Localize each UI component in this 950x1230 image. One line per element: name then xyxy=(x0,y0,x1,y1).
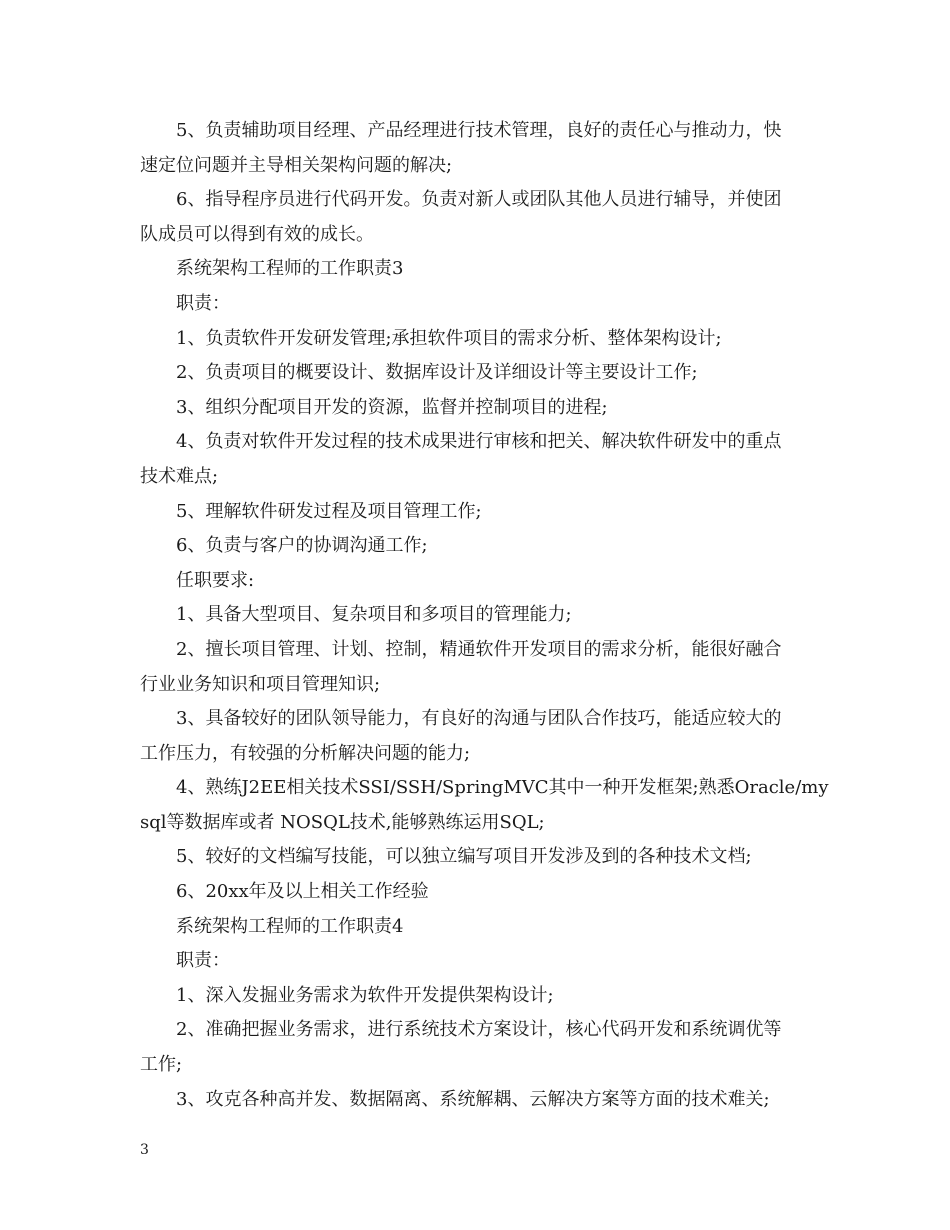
paragraph-line: 2、负责项目的概要设计、数据库设计及详细设计等主要设计工作; xyxy=(176,362,698,384)
paragraph-line: 3、具备较好的团队领导能力，有良好的沟通与团队合作技巧，能适应较大的 xyxy=(176,708,782,730)
paragraph-line: 6、负责与客户的协调沟通工作; xyxy=(176,535,428,557)
paragraph-line: 5、较好的文档编写技能，可以独立编写项目开发涉及到的各种技术文档; xyxy=(176,846,752,868)
paragraph-line: 行业业务知识和项目管理知识; xyxy=(140,673,381,695)
paragraph-line: 5、负责辅助项目经理、产品经理进行技术管理，良好的责任心与推动力，快 xyxy=(176,120,782,141)
subheading-requirements: 任职要求: xyxy=(176,569,255,591)
paragraph-line: 技术难点; xyxy=(140,465,219,487)
page-number: 3 xyxy=(140,1142,149,1158)
paragraph-line: 6、20xx年及以上相关工作经验 xyxy=(176,881,429,903)
paragraph-line: 5、理解软件研发过程及项目管理工作; xyxy=(176,500,482,522)
paragraph-line: 3、组织分配项目开发的资源，监督并控制项目的进程; xyxy=(176,396,608,418)
paragraph-line: sql等数据库或者 NOSQL技术,能够熟练运用SQL; xyxy=(140,811,545,833)
paragraph-line: 6、指导程序员进行代码开发。负责对新人或团队其他人员进行辅导，并使团 xyxy=(176,189,782,211)
section-heading: 系统架构工程师的工作职责3 xyxy=(176,258,404,280)
paragraph-line: 队成员可以得到有效的成长。 xyxy=(140,223,374,245)
paragraph-line: 4、负责对软件开发过程的技术成果进行审核和把关、解决软件研发中的重点 xyxy=(176,431,782,453)
paragraph-line: 4、熟练J2EE相关技术SSI/SSH/SpringMVC其中一种开发框架;熟悉Oracle/my xyxy=(176,777,829,799)
paragraph-line: 1、深入发掘业务需求为软件开发提供架构设计; xyxy=(176,984,554,1006)
section-heading: 系统架构工程师的工作职责4 xyxy=(176,915,404,937)
paragraph-line: 3、攻克各种高并发、数据隔离、系统解耦、云解决方案等方面的技术难关; xyxy=(176,1088,770,1110)
paragraph-line: 速定位问题并主导相关架构问题的解决; xyxy=(140,154,453,176)
subheading-responsibilities: 职责： xyxy=(176,292,230,314)
document-body xyxy=(140,114,829,1117)
paragraph-line: 工作压力，有较强的分析解决问题的能力; xyxy=(140,742,471,764)
paragraph-line: 1、具备大型项目、复杂项目和多项目的管理能力; xyxy=(176,604,572,626)
paragraph-line: 工作; xyxy=(140,1054,183,1076)
subheading-responsibilities: 职责： xyxy=(176,950,230,972)
paragraph-line: 2、准确把握业务需求，进行系统技术方案设计，核心代码开发和系统调优等 xyxy=(176,1019,782,1041)
paragraph-line: 2、擅长项目管理、计划、控制，精通软件开发项目的需求分析，能很好融合 xyxy=(176,638,782,660)
paragraph-line: 1、负责软件开发研发管理;承担软件项目的需求分析、整体架构设计; xyxy=(176,327,722,349)
